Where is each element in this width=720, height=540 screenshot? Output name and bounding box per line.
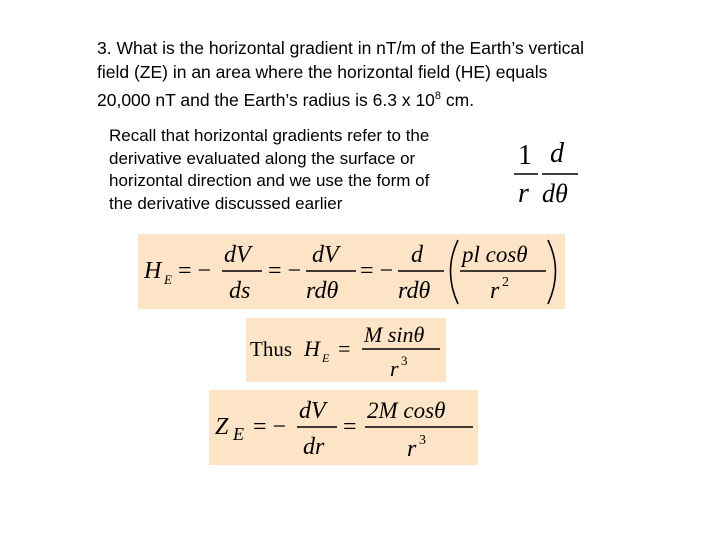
question-line-3-text: 20,000 nT and the Earth’s radius is 6.3 x 10 <box>97 89 435 110</box>
question-line-3-end: cm. <box>441 89 475 110</box>
eq1-f1-num: dV <box>224 242 251 268</box>
eq3-f2-den-exp: 3 <box>419 433 426 448</box>
eq1-H: H <box>144 258 162 284</box>
eq1-sub: E <box>164 272 172 287</box>
equation-box-3 <box>209 390 478 465</box>
equation-box-1 <box>138 234 565 309</box>
operator-den-left: r <box>518 178 529 209</box>
eq1-f2-den: rdθ <box>306 278 339 304</box>
eq3-f2-den: r <box>407 436 417 462</box>
eq1-equals-2: = − <box>268 258 302 284</box>
recall-line-1: Recall that horizontal gradients refer to the <box>109 126 430 145</box>
right-paren <box>548 240 556 304</box>
eq2-sub: E <box>322 351 330 365</box>
equation-box-2 <box>246 318 446 382</box>
eq1-p-num: pl cosθ <box>462 242 528 267</box>
eq1-equals-1: = − <box>178 258 212 284</box>
eq1-p-den-exp: 2 <box>502 275 509 290</box>
operator-num-left: 1 <box>518 140 532 171</box>
eq1-f1-den: ds <box>229 278 251 304</box>
eq2-num: M sinθ <box>364 322 425 347</box>
eq2-den-exp: 3 <box>401 353 408 368</box>
eq3-equals-2: = <box>343 414 357 440</box>
eq1-f2-num: dV <box>312 242 339 268</box>
eq1-p-den: r <box>490 278 500 304</box>
recall-line-3: horizontal direction and we use the form of <box>109 171 430 190</box>
eq3-f1-num: dV <box>299 398 326 424</box>
eq3-f2-num: 2M cosθ <box>367 398 446 423</box>
eq3-equals-1: = − <box>253 414 287 440</box>
operator-den-right: dθ <box>542 179 568 208</box>
question-line-1: 3. What is the horizontal gradient in nT/m of the Earth’s vertical <box>97 38 584 58</box>
eq1-f3-den: rdθ <box>398 278 431 304</box>
question-line-3 <box>97 84 697 112</box>
eq1-equals-3: = − <box>360 258 394 284</box>
eq2-H: H <box>304 336 320 361</box>
eq2-equals: = <box>338 336 351 361</box>
eq3-f1-den: dr <box>303 434 325 460</box>
exponent: 8 <box>434 90 442 102</box>
eq2-den: r <box>390 356 399 381</box>
left-paren <box>451 240 459 304</box>
operator-num-right: d <box>550 138 564 169</box>
question-line-2: field (ZE) in an area where the horizontal field (HE) equals <box>97 62 548 82</box>
recall-text <box>109 125 504 215</box>
eq3-sub: E <box>233 424 244 444</box>
eq1-f3-num: d <box>411 242 423 268</box>
eq2-thus: Thus <box>250 337 292 361</box>
eq3-Z: Z <box>215 414 229 440</box>
question-text <box>97 36 697 112</box>
recall-line-2: derivative evaluated along the surface or <box>109 148 416 168</box>
recall-line-4: the derivative discussed earlier <box>109 193 343 213</box>
